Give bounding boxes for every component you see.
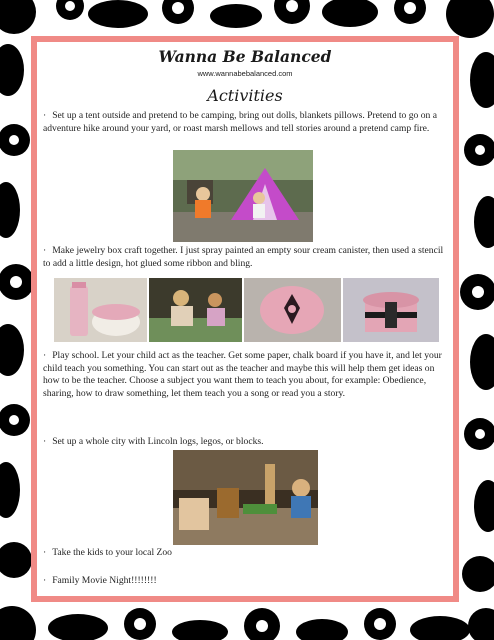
activity-text: Set up a tent outside and pretend to be camping, bring out dolls, blankets pillows. Pretend to go on a adventure hike around your yard, or roast marsh mellows and tell stories around a pretend camp fire. [43, 110, 437, 134]
activity-item [43, 547, 447, 560]
bullet: · [43, 436, 47, 447]
craft-supplies-photo [54, 278, 147, 342]
activity-item [43, 436, 447, 449]
bullet: · [43, 110, 47, 121]
activity-item [43, 575, 447, 588]
activity-item [43, 245, 447, 270]
activities-page [37, 42, 453, 596]
jewelry-box-finished-photo [343, 278, 439, 342]
section-title: Activities [207, 86, 283, 105]
tent-photo [173, 150, 313, 242]
jewelry-box-lid-photo [244, 278, 341, 342]
bullet: · [43, 350, 47, 361]
bullet: · [43, 245, 47, 256]
brand-title: Wanna Be Balanced [158, 47, 332, 66]
activity-text: Set up a whole city with Lincoln logs, legos, or blocks. [52, 436, 264, 447]
activity-text: Family Movie Night!!!!!!!! [52, 575, 157, 586]
activity-text: Make jewelry box craft together. I just spray painted an empty sour cream canister, then used a stencil to add a little design, hot glued some ribbon and bling. [43, 245, 444, 269]
lincoln-logs-photo [173, 450, 318, 545]
activity-item [43, 350, 447, 400]
bullet: · [43, 575, 47, 586]
site-url: www.wannabebalanced.com [197, 69, 293, 78]
kids-crafting-photo [149, 278, 242, 342]
bullet: · [43, 547, 47, 558]
activity-text: Take the kids to your local Zoo [52, 547, 172, 558]
activity-text: Play school. Let your child act as the teacher. Get some paper, chalk board if you have it, and let your child teach you something. You can start out as the teacher and maybe this will help them get ideas on how to be the teacher. Choose a subject you want them to teach you about, for example: Obedience, sharing, how to draw something, let them teach you a song or read you a story. [43, 350, 442, 399]
activity-item [43, 110, 447, 135]
